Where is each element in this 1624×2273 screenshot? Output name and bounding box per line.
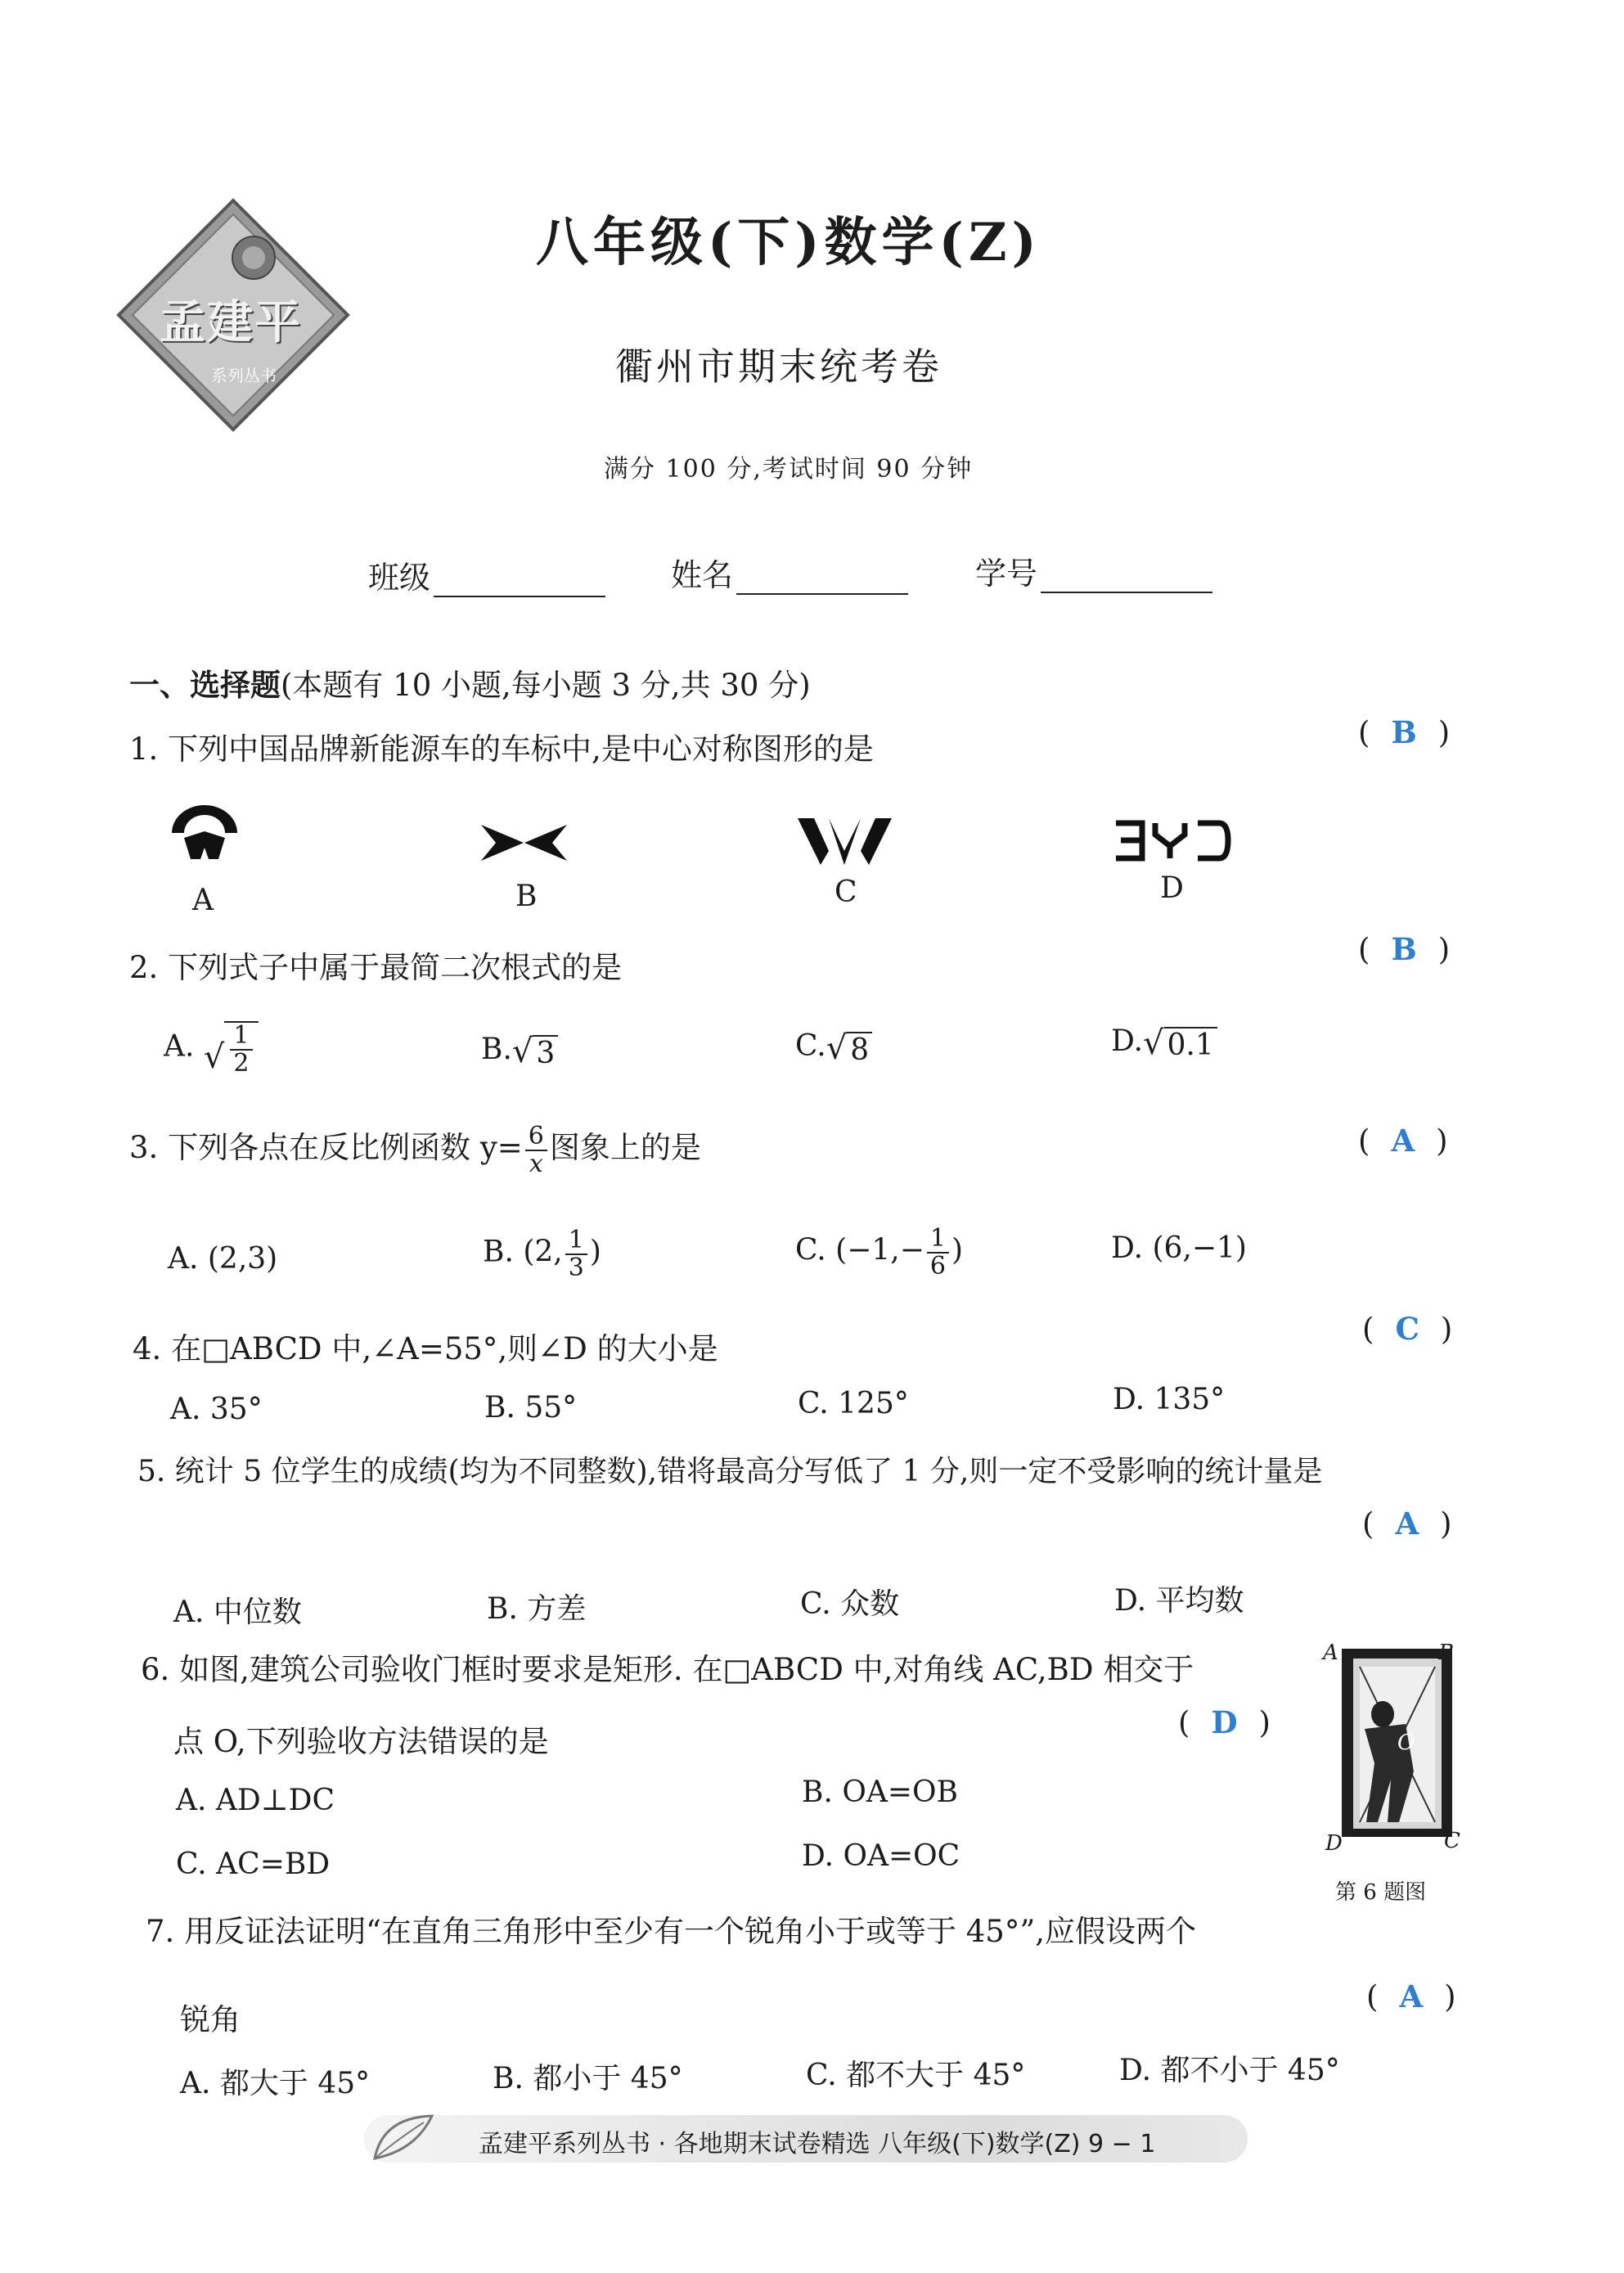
q5-option-d: D. 平均数 — [1114, 1584, 1244, 1618]
q6-option-b: B. OA=OB — [802, 1776, 958, 1809]
exam-meta: 满分 100 分,考试时间 90 分钟 — [604, 455, 974, 484]
q5-stem: 5. 统计 5 位学生的成绩(均为不同整数),错将最高分写低了 1 分,则一定不受影响的统计量是 — [137, 1455, 1323, 1488]
section-heading — [129, 660, 811, 704]
q1-answer: ( B ) — [1358, 714, 1451, 750]
class-label: 班级 — [368, 560, 431, 596]
q3-option-b: B. (2, $\frac{1}{3}$ ) — [483, 1226, 601, 1282]
q6-stem-line1: 6. 如图,建筑公司验收门框时要求是矩形. 在□ABCD 中,对角线 AC,BD 相交于 — [141, 1652, 1194, 1687]
q6-option-c: C. AC=BD — [176, 1848, 331, 1881]
q2-option-c: C. √ 8 — [795, 1029, 872, 1067]
q6-point-b: B — [1438, 1641, 1455, 1665]
q7-option-c: C. 都不大于 45° — [806, 2059, 1026, 2092]
id-field[interactable] — [975, 548, 1212, 593]
q7-option-d: D. 都不小于 45° — [1119, 2054, 1340, 2087]
q5-option-b: B. 方差 — [487, 1592, 587, 1626]
q7-answer: ( A ) — [1366, 1978, 1456, 2014]
q4-stem: 4. 在□ABCD 中,∠A=55°,则∠D 的大小是 — [133, 1331, 718, 1366]
q3-answer: ( A ) — [1358, 1123, 1448, 1159]
q2-option-b: B. √ 3 — [481, 1033, 558, 1070]
name-field[interactable] — [671, 550, 908, 595]
q1-stem: 1. 下列中国品牌新能源车的车标中,是中心对称图形的是 — [129, 731, 874, 767]
nio-logo-icon — [168, 802, 241, 871]
q6-point-c: C — [1444, 1829, 1460, 1853]
q6-option-d: D. OA=OC — [802, 1839, 960, 1873]
logo-brand: 孟建平 — [160, 295, 302, 349]
page-subtitle: 衢州市期末统考卷 — [615, 344, 942, 389]
q4-option-c: C. 125° — [798, 1387, 909, 1420]
q6-figure-caption: 第 6 题图 — [1335, 1880, 1427, 1905]
section-name: 一、选择题 — [129, 667, 281, 703]
logo-series: 系列丛书 — [211, 366, 277, 385]
id-blank[interactable] — [1041, 564, 1212, 593]
q4-option-b: B. 55° — [484, 1391, 578, 1425]
class-field[interactable] — [368, 552, 605, 597]
q6-answer: ( D ) — [1178, 1704, 1271, 1740]
q1-option-c: C — [834, 875, 857, 909]
q1-option-b: B — [515, 880, 538, 913]
q5-answer: ( A ) — [1362, 1506, 1452, 1542]
q1-option-d: D — [1160, 871, 1184, 905]
q7-option-b: B. 都小于 45° — [493, 2062, 683, 2095]
q5-option-a: A. 中位数 — [173, 1596, 302, 1629]
q5-option-c: C. 众数 — [800, 1587, 900, 1621]
wuling-logo-icon — [798, 814, 892, 871]
q3-option-a: A. (2,3) — [168, 1242, 278, 1276]
q6-stem-line2: 点 O,下列验收方法错误的是 — [173, 1724, 549, 1759]
footer-text: 孟建平系列丛书 · 各地期末试卷精选 八年级(下)数学(Z) 9 − 1 — [479, 2130, 1156, 2158]
class-blank[interactable] — [434, 568, 605, 597]
q4-option-a: A. 35° — [170, 1393, 263, 1426]
q3-option-d: D. (6,−1) — [1111, 1231, 1247, 1265]
name-label: 姓名 — [671, 557, 734, 593]
byd-logo-icon — [1113, 818, 1231, 866]
q4-option-d: D. 135° — [1113, 1383, 1226, 1416]
q2-option-a: A. √ $\frac{1}{2}$ — [164, 1021, 259, 1076]
q7-stem-line2: 锐角 — [180, 2002, 241, 2037]
q6-point-o: O — [1397, 1731, 1415, 1755]
q6-point-a: A — [1323, 1641, 1338, 1665]
q2-option-d: D. √ 0.1 — [1111, 1024, 1217, 1062]
q6-point-d: D — [1325, 1831, 1343, 1856]
section-desc: (本题有 10 小题,每小题 3 分,共 30 分) — [281, 668, 811, 703]
footer-leaf-icon — [367, 2109, 440, 2170]
q7-option-a: A. 都大于 45° — [180, 2067, 371, 2100]
q4-answer: ( C ) — [1362, 1311, 1453, 1347]
q1-option-a: A — [192, 884, 214, 917]
q7-stem-line1: 7. 用反证法证明“在直角三角形中至少有一个锐角小于或等于 45°”,应假设两个 — [146, 1914, 1196, 1949]
q2-answer: ( B ) — [1358, 931, 1451, 967]
q3-stem: 3. 下列各点在反比例函数 y= $\frac{6}{x}$ 图象上的是 — [129, 1122, 701, 1178]
xpeng-logo-icon — [481, 818, 567, 871]
q2-stem: 2. 下列式子中属于最简二次根式的是 — [129, 950, 623, 985]
id-label: 学号 — [975, 556, 1038, 592]
publisher-logo — [115, 196, 352, 434]
page-title: 八年级(下)数学(Z) — [536, 212, 1041, 273]
q3-option-c: C. (−1,− $\frac{1}{6}$ ) — [795, 1224, 964, 1281]
name-blank[interactable] — [736, 565, 908, 595]
q6-option-a: A. AD⊥DC — [176, 1784, 335, 1817]
